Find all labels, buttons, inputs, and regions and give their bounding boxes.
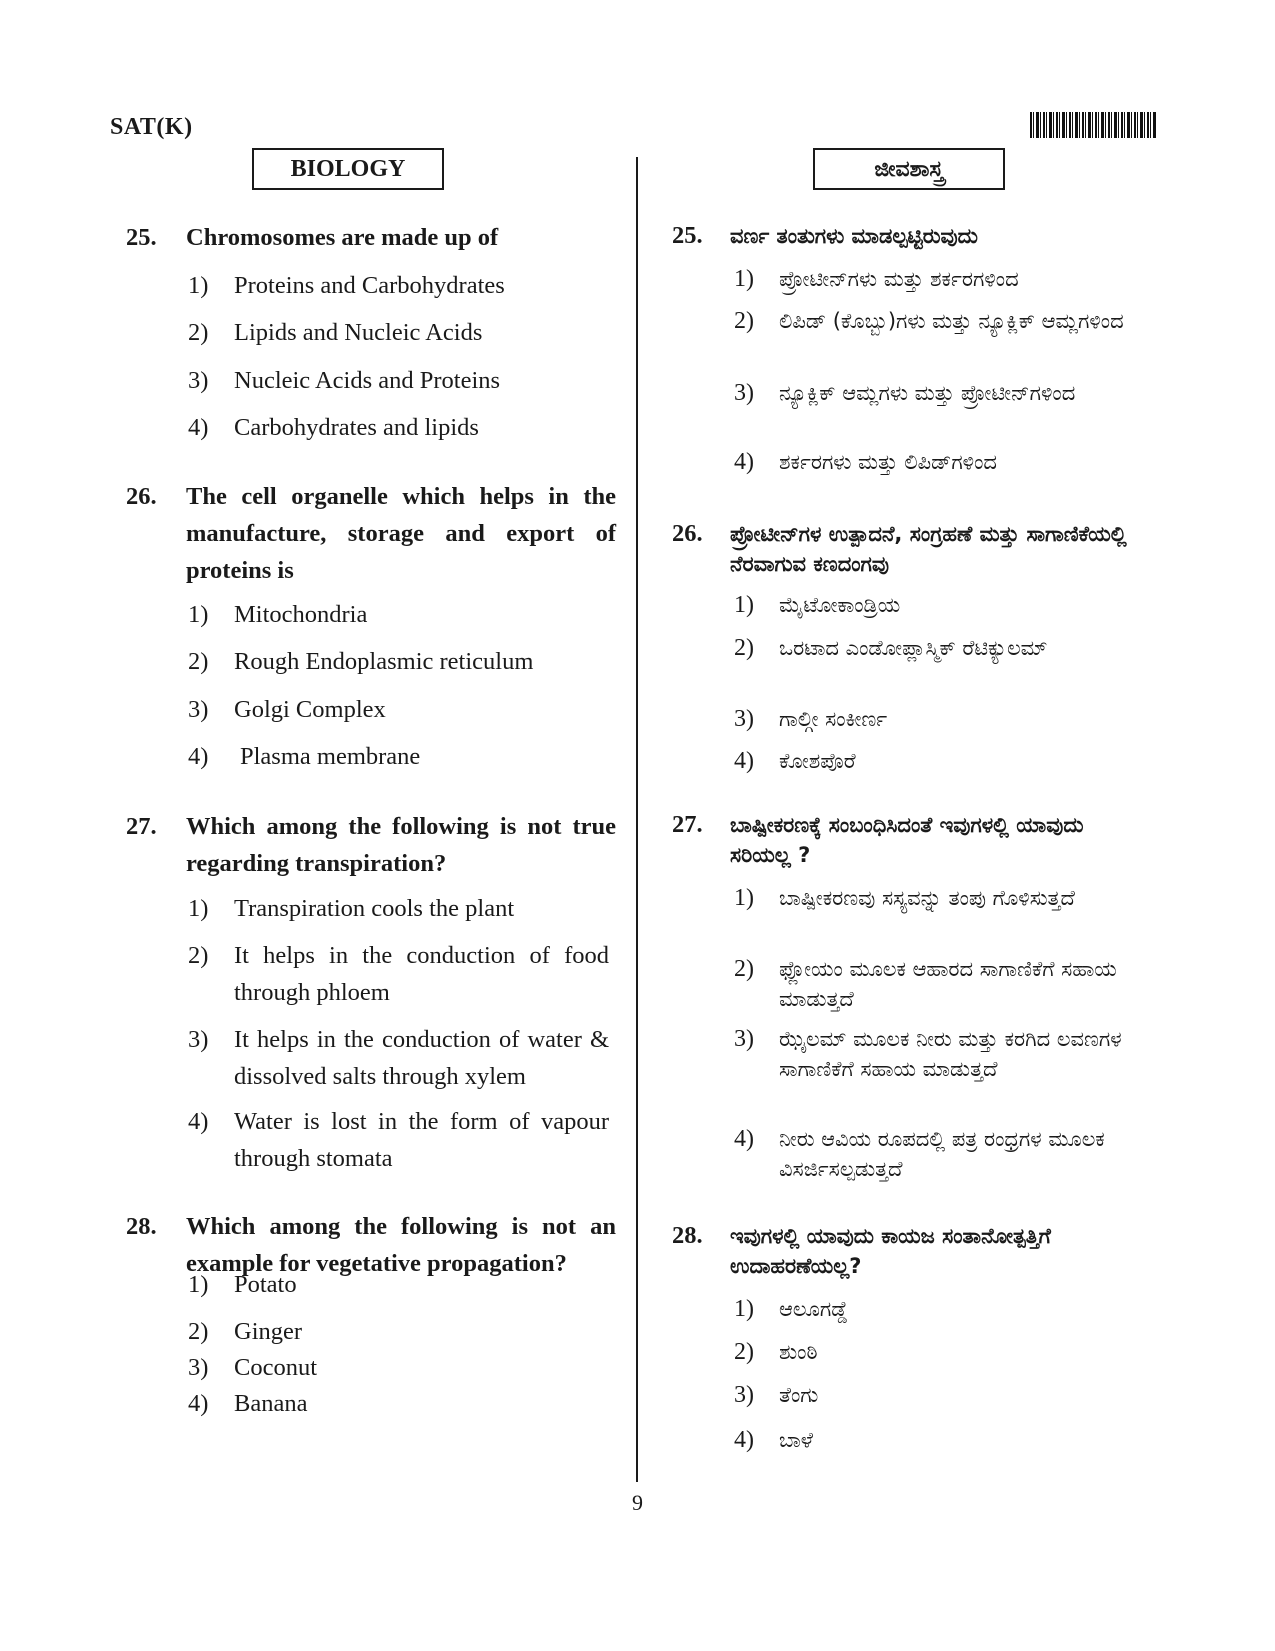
option-number: 1) — [734, 592, 754, 618]
option-number: 2) — [734, 956, 754, 982]
option-text: Transpiration cools the plant — [234, 895, 515, 922]
option-text: Banana — [234, 1390, 308, 1417]
option-text: Potato — [234, 1271, 297, 1298]
option-text: ಆಲೂಗಡ್ಡೆ — [779, 1297, 848, 1321]
option-text: Nucleic Acids and Proteins — [234, 367, 501, 394]
option-text: Carbohydrates and lipids — [234, 414, 479, 441]
option-text: Plasma membrane — [240, 743, 421, 770]
option-text: Golgi Complex — [234, 696, 386, 723]
option-number: 2) — [734, 308, 754, 334]
option-text: Rough Endoplasmic reticulum — [234, 648, 534, 675]
option-number: 3) — [734, 1382, 754, 1408]
option-number: 2) — [188, 1318, 209, 1345]
option-number: 4) — [188, 414, 209, 441]
question-text: Which among the following is not an example for vegetative propagation? — [186, 1213, 616, 1277]
option-text: ಗಾಲ್ಗೀ ಸಂಕೀರ್ಣ — [779, 707, 888, 731]
option-number: 2) — [734, 635, 754, 661]
option-number: 3) — [188, 367, 209, 394]
option-text: Lipids and Nucleic Acids — [234, 319, 483, 346]
question-text: ವರ್ಣ ತಂತುಗಳು ಮಾಡಲ್ಪಟ್ಟಿರುವುದು — [730, 224, 978, 248]
option-number: 1) — [734, 1296, 754, 1322]
option-number: 1) — [188, 601, 209, 628]
option-number: 3) — [734, 380, 754, 406]
option-number: 2) — [188, 648, 209, 675]
option-text: Mitochondria — [234, 601, 368, 628]
question-text: ಪ್ರೋಟೀನ್‌ಗಳ ಉತ್ಪಾದನೆ, ಸಂಗ್ರಹಣೆ ಮತ್ತು ಸಾಗಾಣಿಕೆಯಲ್ಲಿ ನೆರವಾಗುವ ಕಣದಂಗವು — [730, 522, 1127, 576]
option-text: ತೆಂಗು — [779, 1383, 819, 1407]
option-number: 4) — [734, 1427, 754, 1453]
option-text: ಫ್ಲೋಯಂ ಮೂಲಕ ಆಹಾರದ ಸಾಗಾಣಿಕೆಗೆ ಸಹಾಯ ಮಾಡುತ್ತದೆ — [779, 957, 1117, 1011]
barcode — [1030, 112, 1156, 138]
question-number: 26. — [672, 520, 703, 547]
option-text: ಝೈಲಮ್ ಮೂಲಕ ನೀರು ಮತ್ತು ಕರಗಿದ ಲವಣಗಳ ಸಾಗಾಣಿಕೆಗೆ ಸಹಾಯ ಮಾಡುತ್ತದೆ — [779, 1027, 1122, 1081]
option-text: ಪ್ರೋಟೀನ್‌ಗಳು ಮತ್ತು ಶರ್ಕರಗಳಿಂದ — [779, 267, 1019, 291]
option-text: ಶುಂಠಿ — [779, 1340, 818, 1364]
option-number: 3) — [188, 1026, 209, 1053]
option-number: 3) — [188, 1354, 209, 1381]
header-code: SAT(K) — [110, 114, 193, 140]
section-title-kannada: ಜೀವಶಾಸ್ತ್ರ — [813, 148, 1005, 190]
question-number: 28. — [126, 1213, 157, 1240]
option-number: 3) — [188, 696, 209, 723]
option-number: 4) — [734, 748, 754, 774]
question-number: 25. — [672, 222, 703, 249]
question-text: The cell organelle which helps in the manufacture, storage and export of proteins is — [186, 483, 616, 584]
option-text: ಒರಟಾದ ಎಂಡೋಪ್ಲಾಸ್ಮಿಕ್ ರೆಟಿಕ್ಯುಲಮ್ — [779, 636, 1048, 660]
question-number: 27. — [672, 811, 703, 838]
question-text: ಬಾಷ್ಪೀಕರಣಕ್ಕೆ ಸಂಬಂಧಿಸಿದಂತೆ ಇವುಗಳಲ್ಲಿ ಯಾವುದು ಸರಿಯಲ್ಲ ? — [730, 813, 1084, 867]
option-number: 1) — [188, 1271, 209, 1298]
option-text: ಮೈಟೋಕಾಂಡ್ರಿಯ — [779, 593, 901, 617]
option-text: ಕೋಶಪೊರೆ — [779, 749, 856, 773]
column-divider — [636, 157, 638, 1482]
option-text: Proteins and Carbohydrates — [234, 272, 505, 299]
question-number: 27. — [126, 813, 157, 840]
option-number: 4) — [188, 1390, 209, 1417]
option-text: It helps in the conduction of water & dissolved salts through xylem — [234, 1026, 609, 1090]
question-number: 28. — [672, 1222, 703, 1249]
question-number: 26. — [126, 483, 157, 510]
option-text: ನೀರು ಆವಿಯ ರೂಪದಲ್ಲಿ ಪತ್ರ ರಂಧ್ರಗಳ ಮೂಲಕ ವಿಸರ್ಜಿಸಲ್ಪಡುತ್ತದೆ — [779, 1127, 1105, 1181]
option-number: 4) — [188, 1108, 209, 1135]
option-number: 4) — [734, 1126, 754, 1152]
option-number: 1) — [188, 272, 209, 299]
option-number: 4) — [188, 743, 209, 770]
option-text: Coconut — [234, 1354, 318, 1381]
option-number: 4) — [734, 449, 754, 475]
option-number: 3) — [734, 1026, 754, 1052]
option-text: ಬಾಳೆ — [779, 1428, 813, 1452]
section-title-english: BIOLOGY — [252, 148, 444, 190]
option-number: 2) — [734, 1339, 754, 1365]
option-number: 2) — [188, 319, 209, 346]
option-text: ಶರ್ಕರಗಳು ಮತ್ತು ಲಿಪಿಡ್‌ಗಳಿಂದ — [779, 450, 997, 474]
option-number: 1) — [734, 885, 754, 911]
question-number: 25. — [126, 224, 157, 251]
option-text: ಬಾಷ್ಪೀಕರಣವು ಸಸ್ಯವನ್ನು ತಂಪು ಗೊಳಿಸುತ್ತದೆ — [779, 886, 1075, 910]
option-text: ನ್ಯೂಕ್ಲಿಕ್ ಆಮ್ಲಗಳು ಮತ್ತು ಪ್ರೋಟೀನ್‌ಗಳಿಂದ — [779, 381, 1076, 405]
option-text: It helps in the conduction of food through phloem — [234, 942, 609, 1006]
option-number: 2) — [188, 942, 209, 969]
option-text: Water is lost in the form of vapour through stomata — [234, 1108, 609, 1172]
page-number: 9 — [632, 1490, 643, 1515]
question-text: Which among the following is not true regarding transpiration? — [186, 813, 616, 877]
option-number: 1) — [188, 895, 209, 922]
option-number: 1) — [734, 266, 754, 292]
option-number: 3) — [734, 706, 754, 732]
question-text: ಇವುಗಳಲ್ಲಿ ಯಾವುದು ಕಾಯಜ ಸಂತಾನೋತ್ಪತ್ತಿಗೆ ಉದಾಹರಣೆಯಲ್ಲ? — [730, 1224, 1051, 1278]
option-text: Ginger — [234, 1318, 303, 1345]
question-text: Chromosomes are made up of — [186, 224, 499, 251]
option-text: ಲಿಪಿಡ್ (ಕೊಬ್ಬು)ಗಳು ಮತ್ತು ನ್ಯೂಕ್ಲಿಕ್ ಆಮ್ಲಗಳಿಂದ — [779, 309, 1124, 333]
